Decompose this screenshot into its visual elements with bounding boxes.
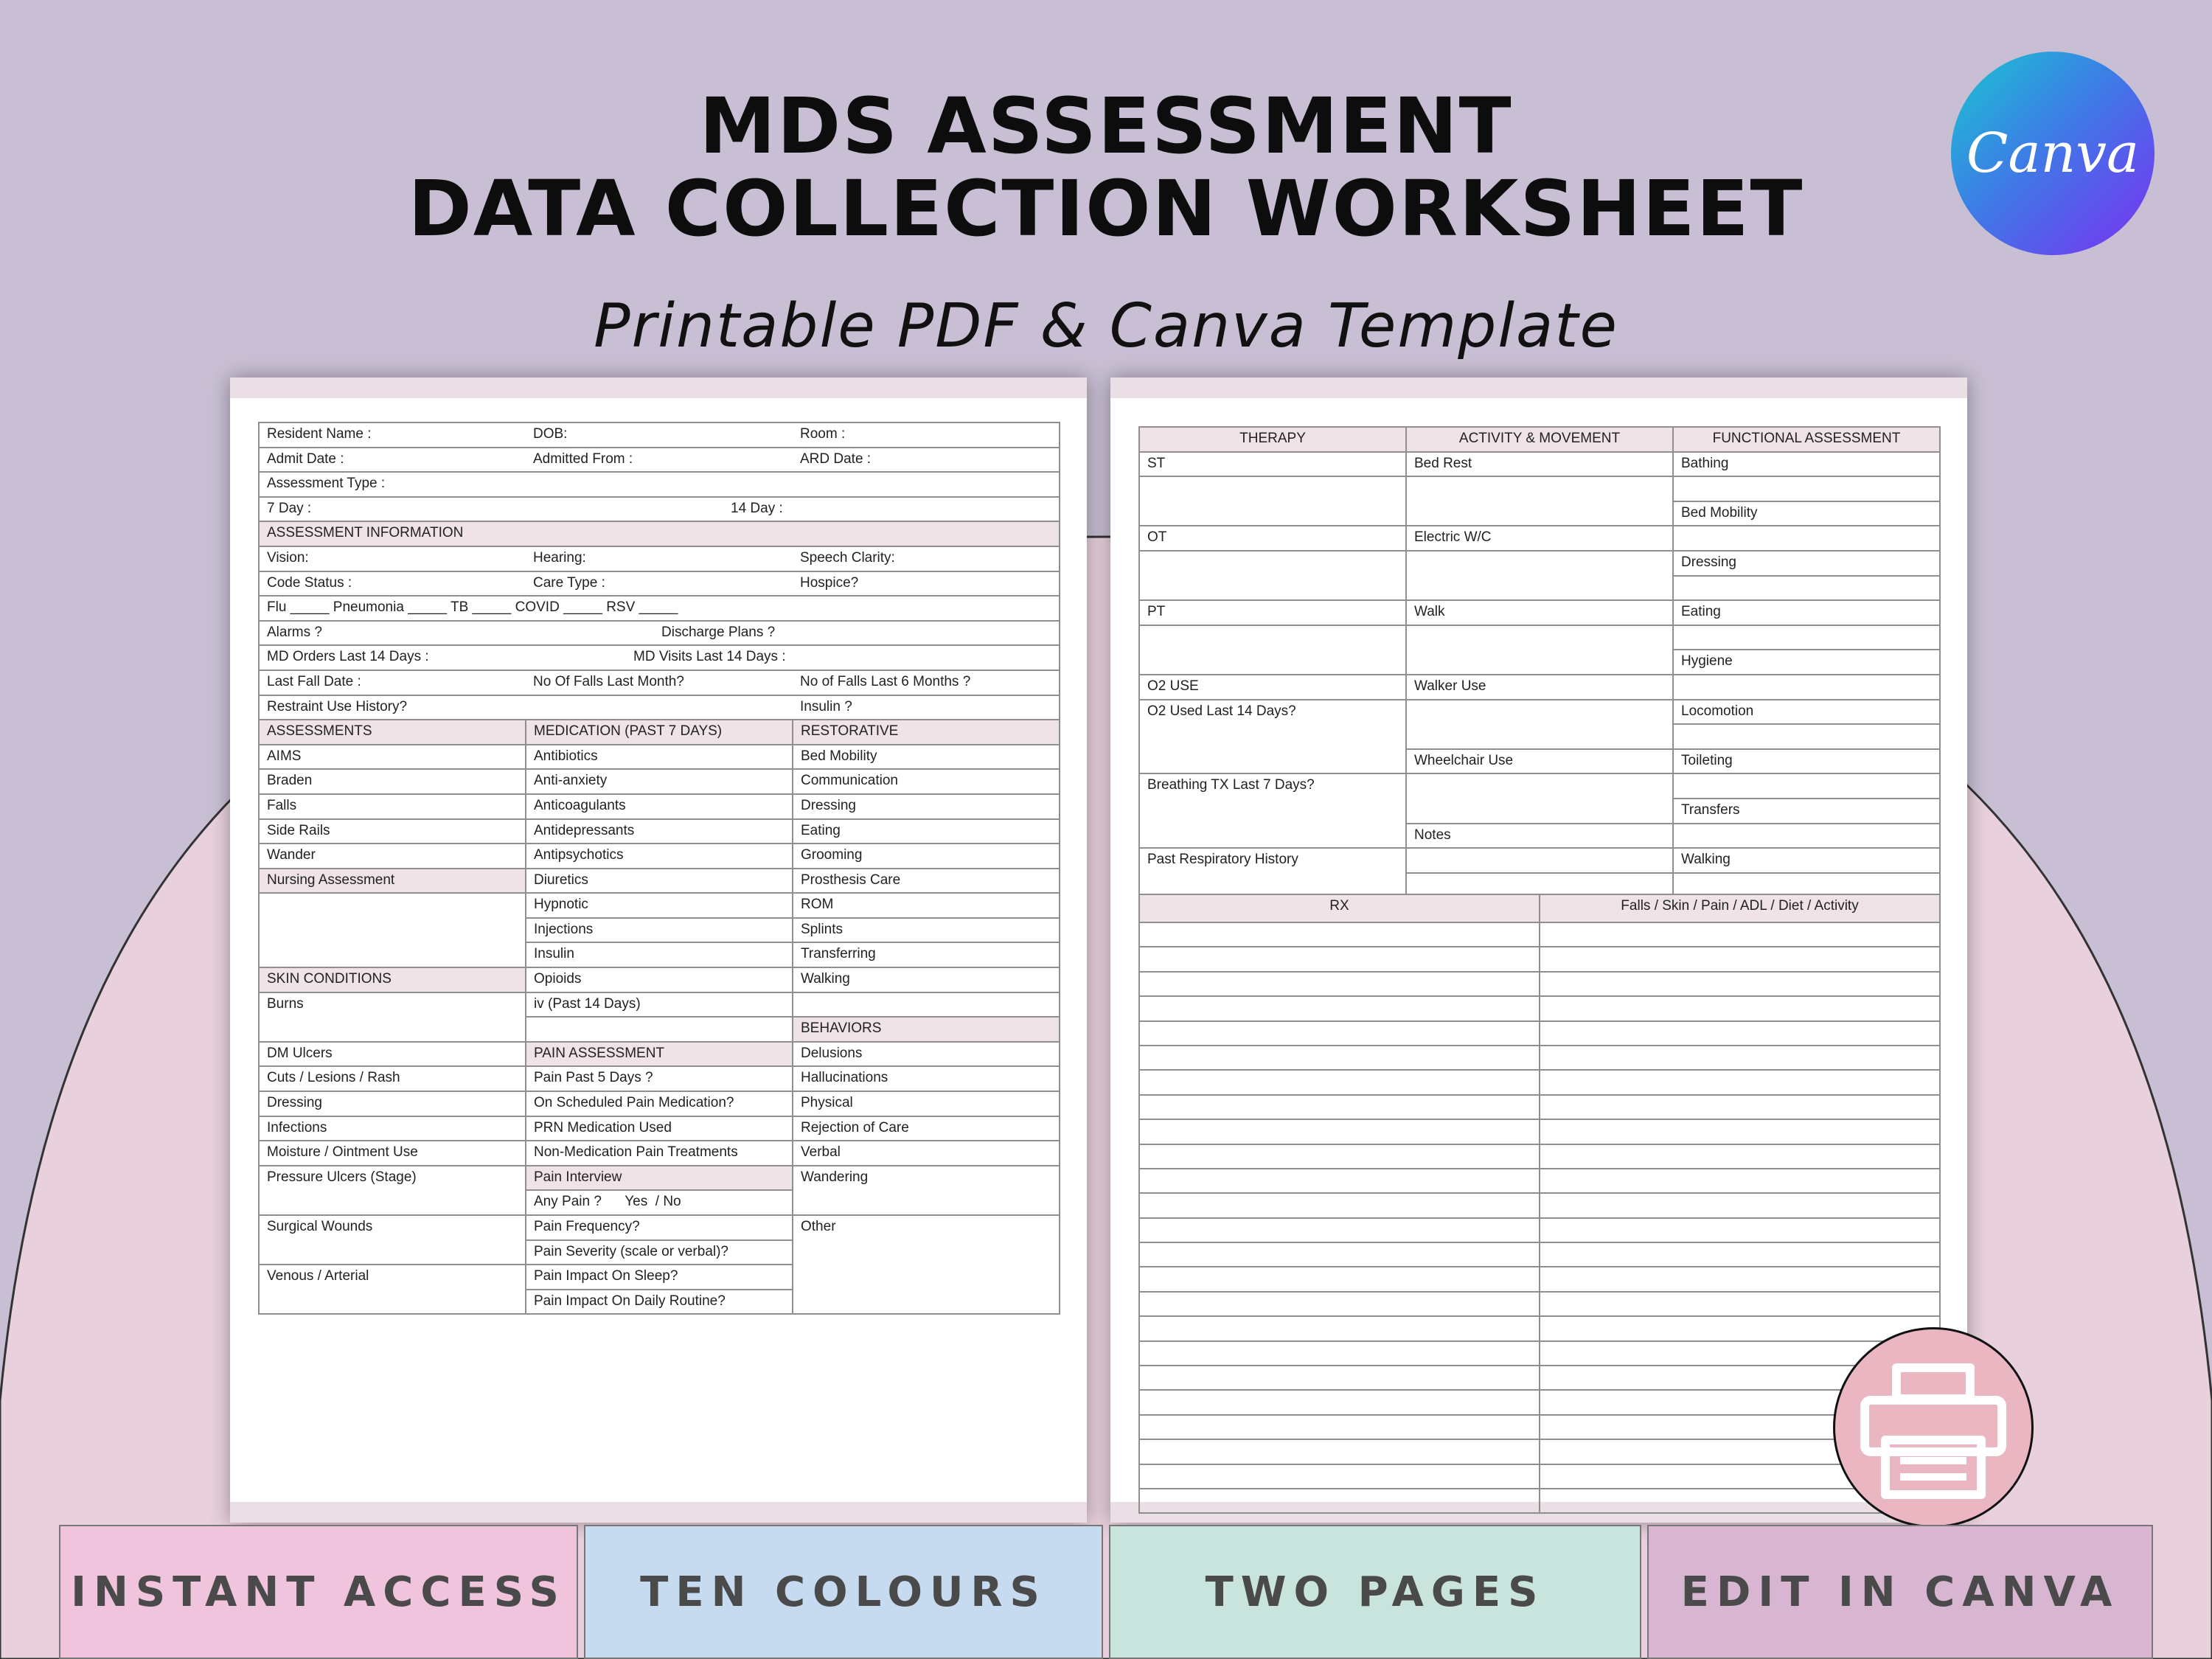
rx-line[interactable]: [1139, 947, 1540, 971]
insulin-question-field[interactable]: Insulin ?: [793, 695, 1060, 720]
rejection-field[interactable]: Rejection of Care: [793, 1116, 1060, 1141]
pt-field[interactable]: PT: [1139, 600, 1406, 625]
list-item[interactable]: Transferring: [793, 942, 1060, 967]
md-row[interactable]: [259, 645, 1060, 670]
falls-month-field[interactable]: No Of Falls Last Month?: [526, 670, 793, 695]
rx-line[interactable]: [1139, 1119, 1540, 1144]
bathing-field[interactable]: Bathing: [1673, 452, 1940, 477]
empty-cell[interactable]: [793, 992, 1060, 1018]
empty-cell[interactable]: [1406, 551, 1673, 600]
pressure-ulcers-field[interactable]: Pressure Ulcers (Stage): [259, 1166, 526, 1215]
admitted-from-field[interactable]: Admitted From :: [526, 448, 793, 473]
assessment-type-field[interactable]: Assessment Type :: [259, 472, 1060, 497]
subtitle: Printable PDF & Canva Template: [594, 291, 1618, 361]
rx-line[interactable]: [1139, 1021, 1540, 1046]
empty-cell[interactable]: [1673, 724, 1940, 749]
rx-line[interactable]: [1139, 1267, 1540, 1291]
list-item[interactable]: Grooming: [793, 844, 1060, 869]
vaccines-field[interactable]: Flu _____ Pneumonia _____ TB _____ COVID _____ RSV _____: [259, 596, 1060, 621]
list-item[interactable]: Antibiotics: [526, 745, 793, 770]
list-item[interactable]: Prosthesis Care: [793, 869, 1060, 894]
vision-field[interactable]: Vision:: [259, 546, 526, 571]
seven-day-field[interactable]: [259, 497, 793, 522]
empty-cell[interactable]: [1673, 824, 1940, 849]
o2-use-field[interactable]: O2 USE: [1139, 675, 1406, 700]
therapy-header: THERAPY: [1139, 427, 1406, 452]
list-item[interactable]: Falls: [259, 794, 526, 819]
physical-field[interactable]: Physical: [793, 1091, 1060, 1116]
list-item[interactable]: Bed Mobility: [793, 745, 1060, 770]
empty-cell[interactable]: [1406, 700, 1673, 749]
notes-line[interactable]: [1540, 996, 1940, 1020]
ot-field[interactable]: OT: [1139, 526, 1406, 551]
badge-edit-in-canva: EDIT IN CANVA: [1647, 1525, 2153, 1659]
medication-header: MEDICATION (PAST 7 DAYS): [526, 720, 793, 745]
assessment-information-header: ASSESSMENT INFORMATION: [259, 521, 1060, 546]
prn-field[interactable]: PRN Medication Used: [526, 1116, 793, 1141]
list-item[interactable]: Side Rails: [259, 819, 526, 844]
moisture-field[interactable]: Moisture / Ointment Use: [259, 1141, 526, 1166]
notes-line[interactable]: [1540, 1292, 1940, 1316]
rx-line[interactable]: [1139, 1193, 1540, 1217]
list-item[interactable]: AIMS: [259, 745, 526, 770]
surgical-wounds-field[interactable]: Surgical Wounds: [259, 1215, 526, 1265]
rx-line[interactable]: [1139, 1242, 1540, 1267]
nursing-assessment-space[interactable]: [259, 893, 526, 967]
infections-field[interactable]: Infections: [259, 1116, 526, 1141]
scheduled-pain-field[interactable]: On Scheduled Pain Medication?: [526, 1091, 793, 1116]
assessments-header: ASSESSMENTS: [259, 720, 526, 745]
restraint-field[interactable]: Restraint Use History?: [259, 695, 793, 720]
wandering-field[interactable]: Wandering: [793, 1166, 1060, 1215]
restorative-header: RESTORATIVE: [793, 720, 1060, 745]
resident-info-table: [258, 422, 1060, 1315]
worksheet-page-1: [230, 378, 1087, 1523]
list-item[interactable]: Hypnotic: [526, 893, 793, 918]
empty-cell[interactable]: [1673, 625, 1940, 650]
hospice-field[interactable]: Hospice?: [793, 571, 1060, 597]
empty-cell[interactable]: [526, 1017, 793, 1042]
rx-line[interactable]: [1139, 1390, 1540, 1414]
rx-line[interactable]: [1139, 1218, 1540, 1242]
o2-used-field[interactable]: O2 Used Last 14 Days?: [1139, 700, 1406, 774]
seven-day-label: 7 Day :: [267, 500, 312, 516]
rx-table: [1138, 894, 1941, 1514]
notes-line[interactable]: [1540, 922, 1940, 947]
pain-severity-field[interactable]: Pain Severity (scale or verbal)?: [526, 1240, 793, 1265]
dm-ulcers-field[interactable]: DM Ulcers: [259, 1042, 526, 1067]
empty-cell[interactable]: [1673, 773, 1940, 799]
empty-cell[interactable]: [1406, 773, 1673, 823]
rx-line[interactable]: [1139, 1046, 1540, 1070]
page-top-band: [230, 378, 1087, 398]
note-line[interactable]: [1406, 848, 1673, 873]
rx-line[interactable]: [1139, 1489, 1540, 1513]
care-type-field[interactable]: Care Type :: [526, 571, 793, 597]
pain-frequency-field[interactable]: Pain Frequency?: [526, 1215, 793, 1240]
bed-rest-field[interactable]: Bed Rest: [1406, 452, 1673, 477]
empty-cell[interactable]: [1673, 526, 1940, 551]
list-item[interactable]: Dressing: [793, 794, 1060, 819]
list-item[interactable]: Burns: [259, 992, 526, 1042]
list-item[interactable]: Anticoagulants: [526, 794, 793, 819]
electric-wc-field[interactable]: Electric W/C: [1406, 526, 1673, 551]
other-field[interactable]: Other: [793, 1215, 1060, 1314]
speech-field[interactable]: Speech Clarity:: [793, 546, 1060, 571]
notes-line[interactable]: [1540, 1119, 1940, 1144]
list-item[interactable]: Wander: [259, 844, 526, 869]
non-medication-field[interactable]: Non-Medication Pain Treatments: [526, 1141, 793, 1166]
notes-line[interactable]: [1540, 1242, 1940, 1267]
rx-line[interactable]: [1139, 1415, 1540, 1439]
toileting-field[interactable]: Toileting: [1673, 749, 1940, 774]
notes-line[interactable]: [1540, 1070, 1940, 1094]
rx-line[interactable]: [1139, 1070, 1540, 1094]
falls-skin-header: Falls / Skin / Pain / ADL / Diet / Activity: [1540, 894, 1940, 922]
printer-icon: [1833, 1327, 2034, 1528]
therapy-table: [1138, 426, 1941, 923]
verbal-field[interactable]: Verbal: [793, 1141, 1060, 1166]
notes-line[interactable]: [1540, 1267, 1940, 1291]
falls-6-field[interactable]: No of Falls Last 6 Months ?: [793, 670, 1060, 695]
locomotion-field[interactable]: Locomotion: [1673, 700, 1940, 725]
discharge-label: Discharge Plans ?: [661, 624, 776, 640]
code-status-field[interactable]: Code Status :: [259, 571, 526, 597]
resident-name-field[interactable]: Resident Name :: [259, 422, 526, 448]
st-field[interactable]: ST: [1139, 452, 1406, 477]
list-item[interactable]: Communication: [793, 769, 1060, 794]
printer-graphic: [1835, 1329, 2031, 1526]
functional-header: FUNCTIONAL ASSESSMENT: [1673, 427, 1940, 452]
breathing-field[interactable]: Breathing TX Last 7 Days?: [1139, 773, 1406, 848]
past-respiratory-field[interactable]: Past Respiratory History: [1139, 848, 1406, 922]
badge-two-pages: TWO PAGES: [1109, 1525, 1641, 1659]
pain-interview-label: Pain Interview: [526, 1166, 793, 1191]
alarms-row[interactable]: [259, 621, 1060, 646]
page-bottom-band: [230, 1502, 1087, 1523]
empty-cell[interactable]: [1673, 675, 1940, 700]
pain-assessment-header: PAIN ASSESSMENT: [526, 1042, 793, 1067]
walker-field[interactable]: Walker Use: [1406, 675, 1673, 700]
list-item[interactable]: Braden: [259, 769, 526, 794]
empty-cell[interactable]: [1139, 476, 1406, 526]
ard-date-field[interactable]: ARD Date :: [793, 448, 1060, 473]
rx-line[interactable]: [1139, 996, 1540, 1020]
admit-date-field[interactable]: Admit Date :: [259, 448, 526, 473]
list-item[interactable]: Injections: [526, 918, 793, 943]
md-orders-label: MD Orders Last 14 Days :: [267, 649, 429, 665]
behaviors-header: BEHAVIORS: [793, 1017, 1060, 1042]
room-field[interactable]: Room :: [793, 422, 1060, 448]
rx-header: RX: [1139, 894, 1540, 922]
badge-instant-access: INSTANT ACCESS: [59, 1525, 578, 1659]
list-item[interactable]: Walking: [793, 967, 1060, 992]
empty-cell[interactable]: [1406, 476, 1673, 526]
notes-line[interactable]: [1540, 1169, 1940, 1193]
rx-line[interactable]: [1139, 972, 1540, 996]
hallucinations-field[interactable]: Hallucinations: [793, 1066, 1060, 1091]
activity-header: ACTIVITY & MOVEMENT: [1406, 427, 1673, 452]
wheelchair-field[interactable]: Wheelchair Use: [1406, 749, 1673, 774]
dressing-field[interactable]: Dressing: [1673, 551, 1940, 576]
list-item[interactable]: Antipsychotics: [526, 844, 793, 869]
list-item[interactable]: Nursing Assessment: [259, 869, 526, 894]
rx-line[interactable]: [1139, 1341, 1540, 1366]
cuts-field[interactable]: Cuts / Lesions / Rash: [259, 1066, 526, 1091]
empty-cell[interactable]: [1139, 625, 1406, 675]
alarms-label: Alarms ?: [267, 624, 322, 640]
rx-line[interactable]: [1139, 1095, 1540, 1119]
list-item[interactable]: Anti-anxiety: [526, 769, 793, 794]
notes-line[interactable]: [1540, 947, 1940, 971]
list-item[interactable]: ROM: [793, 893, 1060, 918]
walk-field[interactable]: Walk: [1406, 600, 1673, 625]
list-item[interactable]: Antidepressants: [526, 819, 793, 844]
hygiene-field[interactable]: Hygiene: [1673, 650, 1940, 675]
notes-field[interactable]: Notes: [1406, 824, 1673, 849]
list-item[interactable]: Splints: [793, 918, 1060, 943]
any-pain-field[interactable]: Any Pain ? Yes / No: [526, 1190, 793, 1215]
empty-cell[interactable]: [1673, 476, 1940, 501]
rx-line[interactable]: [1139, 1144, 1540, 1169]
list-item[interactable]: Diuretics: [526, 869, 793, 894]
notes-line[interactable]: [1540, 1095, 1940, 1119]
rx-line[interactable]: [1139, 1169, 1540, 1193]
page-top-band: [1110, 378, 1967, 398]
skin-conditions-header: SKIN CONDITIONS: [259, 967, 526, 992]
title-line-1: MDS ASSESSMENT: [699, 81, 1513, 171]
notes-line[interactable]: [1540, 1193, 1940, 1217]
eating-field[interactable]: Eating: [1673, 600, 1940, 625]
rx-line[interactable]: [1139, 1292, 1540, 1316]
list-item[interactable]: Opioids: [526, 967, 793, 992]
dob-field[interactable]: DOB:: [526, 422, 793, 448]
last-fall-field[interactable]: Last Fall Date :: [259, 670, 526, 695]
list-item[interactable]: iv (Past 14 Days): [526, 992, 793, 1018]
rx-line[interactable]: [1139, 1366, 1540, 1390]
walking-field[interactable]: Walking: [1673, 848, 1940, 873]
bed-mobility-field[interactable]: Bed Mobility: [1673, 501, 1940, 526]
pain-routine-field[interactable]: Pain Impact On Daily Routine?: [526, 1290, 793, 1315]
empty-cell[interactable]: [1406, 625, 1673, 675]
md-visits-label: MD Visits Last 14 Days :: [633, 649, 786, 665]
title-line-2: DATA COLLECTION WORKSHEET: [408, 164, 1804, 254]
notes-line[interactable]: [1540, 1021, 1940, 1046]
notes-line[interactable]: [1540, 1046, 1940, 1070]
rx-line[interactable]: [1139, 922, 1540, 947]
hearing-field[interactable]: Hearing:: [526, 546, 793, 571]
rx-line[interactable]: [1139, 1316, 1540, 1340]
empty-cell[interactable]: [1139, 551, 1406, 600]
notes-line[interactable]: [1540, 1218, 1940, 1242]
venous-arterial-field[interactable]: Venous / Arterial: [259, 1265, 526, 1314]
fourteen-day-label: 14 Day :: [731, 500, 783, 516]
notes-line[interactable]: [1540, 972, 1940, 996]
delusions-field[interactable]: Delusions: [793, 1042, 1060, 1067]
badge-ten-colours: TEN COLOURS: [584, 1525, 1103, 1659]
notes-line[interactable]: [1540, 1144, 1940, 1169]
list-item[interactable]: Insulin: [526, 942, 793, 967]
pain-past5-field[interactable]: Pain Past 5 Days ?: [526, 1066, 793, 1091]
dressing-field[interactable]: Dressing: [259, 1091, 526, 1116]
rx-line[interactable]: [1139, 1464, 1540, 1489]
transfers-field[interactable]: Transfers: [1673, 799, 1940, 824]
list-item[interactable]: Eating: [793, 819, 1060, 844]
pain-sleep-field[interactable]: Pain Impact On Sleep?: [526, 1265, 793, 1290]
empty-cell: [793, 497, 1060, 522]
canva-logo: Canva: [1951, 52, 2154, 255]
rx-line[interactable]: [1139, 1439, 1540, 1464]
empty-cell[interactable]: [1673, 576, 1940, 601]
